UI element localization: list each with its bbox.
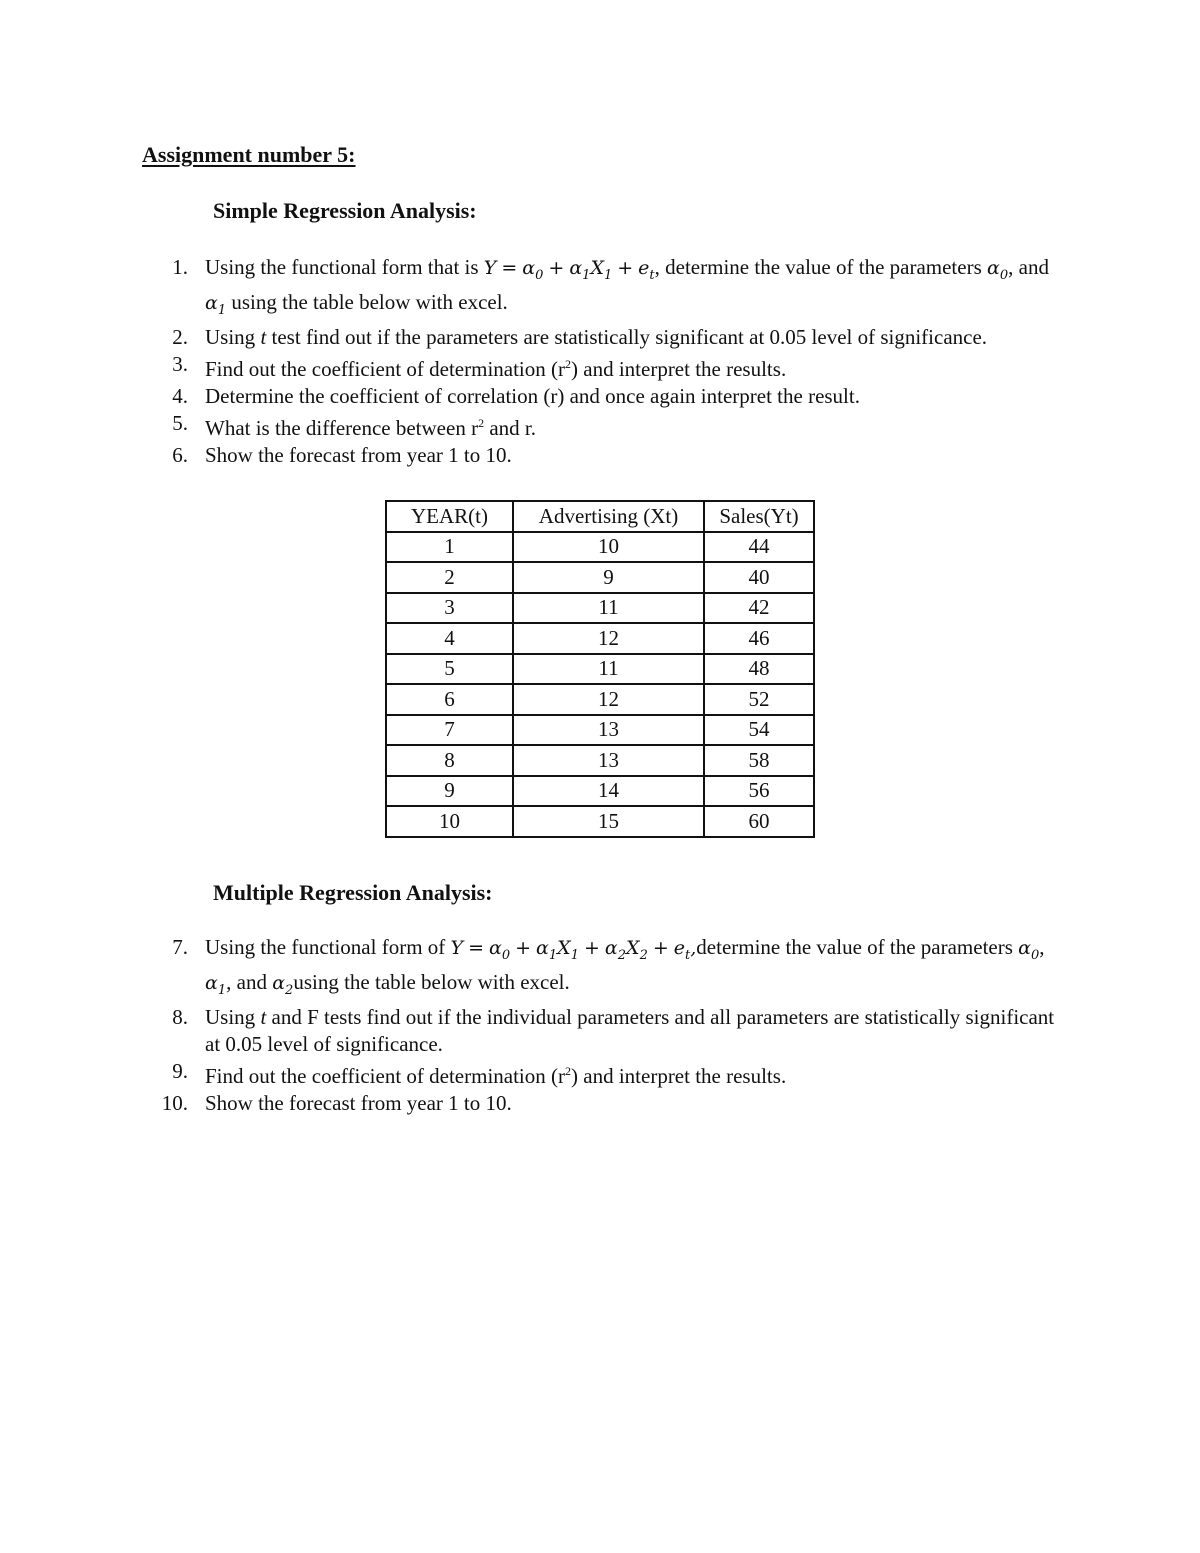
table-cell: 60	[704, 806, 814, 837]
question-5: 5. What is the difference between $r^2$ and r.	[172, 410, 536, 440]
table-cell: 15	[513, 806, 704, 837]
table-row	[386, 623, 814, 654]
table-header-row	[386, 501, 814, 532]
table-row	[386, 532, 814, 563]
table-cell: 13	[513, 715, 704, 746]
question-4: 4. Determine the coefficient of correlation (r) and once again interpret the result.	[172, 383, 860, 408]
question-2: 2. Using t test find out if the parameters are statistically significant at 0.05 level of significance.	[172, 324, 988, 349]
advertising-sales-table	[385, 500, 815, 838]
table-cell: 6	[386, 684, 513, 715]
table-cell: 58	[704, 745, 814, 776]
table-cell: 44	[704, 532, 814, 563]
question-10: 10. Show the forecast from year 1 to 10.	[161, 1090, 512, 1115]
table-cell: 4	[386, 623, 513, 654]
column-header-year: YEAR(t)	[386, 501, 513, 532]
table-cell: 14	[513, 776, 704, 807]
multiple-regression-questions	[0, 934, 1200, 1117]
table-cell: 9	[513, 562, 704, 593]
question-8: 8. Using t and F tests find out if the individual parameters and all parameters are statistically significant at 0.05 level of significance.	[172, 1004, 1055, 1056]
question-1: 1. Using the functional form that is $Y = \alpha_0 + \alpha_1X_1 + e_t$, determine the value of the parameters $\alpha_0$, and $\alpha_1$ using the table below with excel.	[172, 255, 1049, 318]
table-cell: 7	[386, 715, 513, 746]
table-cell: 54	[704, 715, 814, 746]
table-cell: 1	[386, 532, 513, 563]
table-cell: 40	[704, 562, 814, 593]
table-cell: 10	[386, 806, 513, 837]
table-cell: 12	[513, 684, 704, 715]
regression-equation: $Y = \alpha_0 + \alpha_1X_1 + e_t$	[483, 257, 655, 283]
table-cell: 52	[704, 684, 814, 715]
multiple-regression-equation: $Y = \alpha_0 + \alpha_1X_1 + \alpha_2X_2 + e_t$,	[450, 937, 697, 963]
simple-regression-heading: Simple Regression Analysis:	[213, 198, 477, 223]
table-row	[386, 715, 814, 746]
question-9: 9. Find out the coefficient of determination $(r^2)$ and interpret the results.	[172, 1058, 787, 1088]
table-row	[386, 745, 814, 776]
simple-regression-questions	[0, 254, 1200, 469]
table-row	[386, 776, 814, 807]
table-row	[386, 593, 814, 624]
table-cell: 8	[386, 745, 513, 776]
table-row	[386, 684, 814, 715]
question-3: 3. Find out the coefficient of determination $(r^2)$ and interpret the results.	[172, 351, 787, 381]
assignment-title: Assignment number 5:	[142, 142, 356, 167]
table-row	[386, 562, 814, 593]
table-cell: 2	[386, 562, 513, 593]
table-cell: 3	[386, 593, 513, 624]
table-cell: 10	[513, 532, 704, 563]
table-row	[386, 654, 814, 685]
question-7: 7. Using the functional form of $Y = \alpha_0 + \alpha_1X_1 + \alpha_2X_2$ + $e_t,determine$ the value of the parameters $\alpha_0$, $\alpha_1$, and $\alpha_2using$ the table below with excel.	[172, 935, 1045, 998]
table-cell: 9	[386, 776, 513, 807]
table-cell: 56	[704, 776, 814, 807]
table-cell: 13	[513, 745, 704, 776]
question-6: 6. Show the forecast from year 1 to 10.	[172, 442, 512, 467]
table-cell: 46	[704, 623, 814, 654]
table-cell: 48	[704, 654, 814, 685]
multiple-regression-heading: Multiple Regression Analysis:	[213, 880, 493, 905]
table-cell: 5	[386, 654, 513, 685]
table-cell: 11	[513, 654, 704, 685]
table-cell: 11	[513, 593, 704, 624]
column-header-sales: Sales(Yt)	[704, 501, 814, 532]
table-cell: 12	[513, 623, 704, 654]
table-row	[386, 806, 814, 837]
table-cell: 42	[704, 593, 814, 624]
column-header-advertising: Advertising (Xt)	[513, 501, 704, 532]
